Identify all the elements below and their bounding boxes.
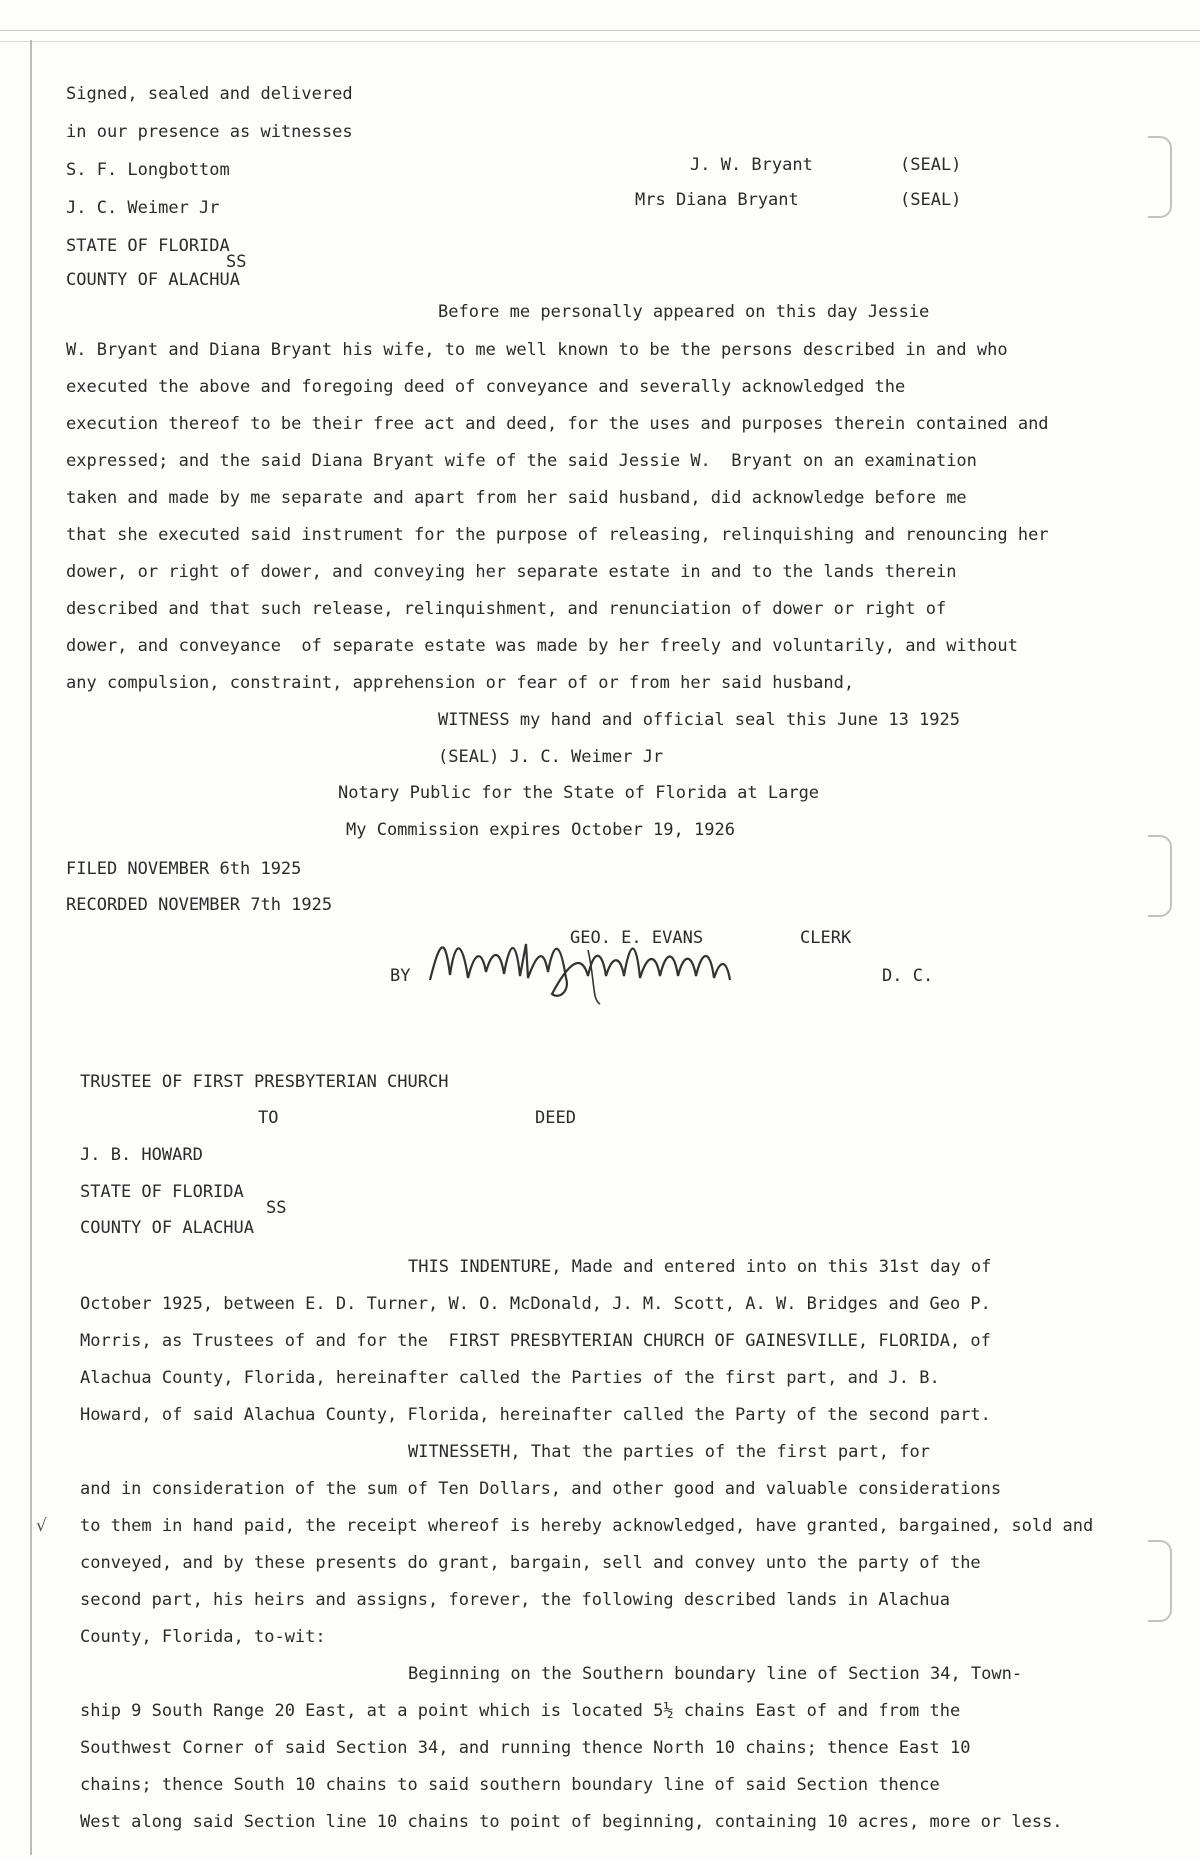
binder-ring-bottom	[1148, 1540, 1172, 1622]
indenture-line-10: second part, his heirs and assigns, forever, the following described lands in Alachua	[80, 1590, 950, 1610]
witness-heading-line1: Signed, sealed and delivered	[66, 84, 353, 104]
indenture-line-6: WITNESSETH, That the parties of the first part, for	[408, 1442, 930, 1462]
witness-name-1: S. F. Longbottom	[66, 160, 230, 180]
deed-ss: SS	[266, 1198, 287, 1218]
margin-check-mark: √	[36, 1516, 47, 1536]
signer-name-1: J. W. Bryant	[690, 155, 813, 175]
deed-grantor: TRUSTEE OF FIRST PRESBYTERIAN CHURCH	[80, 1072, 449, 1092]
deed-to: TO	[258, 1108, 279, 1128]
indenture-line-8: to them in hand paid, the receipt whereof is hereby acknowledged, have granted, bargained, sold and	[80, 1516, 1094, 1536]
seal-mark-2: (SEAL)	[900, 190, 962, 210]
witness-name-2: J. C. Weimer Jr	[66, 198, 220, 218]
deed-county: COUNTY OF ALACHUA	[80, 1218, 254, 1238]
ack-county: COUNTY OF ALACHUA	[66, 270, 240, 290]
ack-line-7: that she executed said instrument for the purpose of releasing, relinquishing and renouncing her	[66, 525, 1049, 545]
notary-title: Notary Public for the State of Florida at Large	[338, 783, 820, 803]
ack-line-10: dower, and conveyance of separate estate was made by her freely and voluntarily, and without	[66, 636, 1018, 656]
ack-line-8: dower, or right of dower, and conveying her separate estate in and to the lands therein	[66, 562, 957, 582]
signer-name-2: Mrs Diana Bryant	[635, 190, 799, 210]
recorded-line: RECORDED NOVEMBER 7th 1925	[66, 895, 333, 915]
ack-witness-line: WITNESS my hand and official seal this June 13 1925	[438, 710, 960, 730]
indenture-line-5: Howard, of said Alachua County, Florida, hereinafter called the Party of the second part.	[80, 1405, 991, 1425]
witness-heading-line2: in our presence as witnesses	[66, 122, 353, 142]
clerk-title: CLERK	[800, 928, 852, 948]
binder-ring-middle	[1148, 835, 1172, 917]
seal-mark-1: (SEAL)	[900, 155, 962, 175]
ack-state: STATE OF FLORIDA	[66, 236, 230, 256]
deed-state: STATE OF FLORIDA	[80, 1182, 244, 1202]
deputy-clerk-signature	[420, 920, 750, 1010]
indenture-line-12: Beginning on the Southern boundary line of Section 34, Town-	[408, 1664, 1023, 1684]
indenture-line-4: Alachua County, Florida, hereinafter called the Parties of the first part, and J. B.	[80, 1368, 940, 1388]
indenture-line-11: County, Florida, to-wit:	[80, 1627, 326, 1647]
ack-line-4: execution thereof to be their free act and deed, for the uses and purposes therein contained and	[66, 414, 1049, 434]
ack-line-6: taken and made by me separate and apart from her said husband, did acknowledge before me	[66, 488, 967, 508]
ack-line-5: expressed; and the said Diana Bryant wife of the said Jessie W. Bryant on an examination	[66, 451, 977, 471]
indenture-line-2: October 1925, between E. D. Turner, W. O. McDonald, J. M. Scott, A. W. Bridges and Geo P.	[80, 1294, 991, 1314]
indenture-line-3: Morris, as Trustees of and for the FIRST PRESBYTERIAN CHURCH OF GAINESVILLE, FLORIDA, of	[80, 1331, 991, 1351]
deed-grantee: J. B. HOWARD	[80, 1145, 203, 1165]
deed-type: DEED	[535, 1108, 576, 1128]
binder-ring-top	[1148, 136, 1172, 218]
filed-line: FILED NOVEMBER 6th 1925	[66, 859, 302, 879]
ack-line-1: Before me personally appeared on this day Jessie	[438, 302, 930, 322]
indenture-line-1: THIS INDENTURE, Made and entered into on this 31st day of	[408, 1257, 992, 1277]
top-rule	[0, 30, 1200, 42]
deputy-clerk-label: D. C.	[882, 966, 934, 986]
ack-line-2: W. Bryant and Diana Bryant his wife, to me well known to be the persons described in and who	[66, 340, 1008, 360]
indenture-line-15: chains; thence South 10 chains to said southern boundary line of said Section thence	[80, 1775, 940, 1795]
ack-line-11: any compulsion, constraint, apprehension or fear of or from her said husband,	[66, 673, 855, 693]
notary-commission: My Commission expires October 19, 1926	[346, 820, 735, 840]
notary-seal-line: (SEAL) J. C. Weimer Jr	[438, 747, 664, 767]
indenture-line-13: ship 9 South Range 20 East, at a point which is located 5½ chains East of and from the	[80, 1701, 961, 1721]
left-margin-rule	[30, 40, 32, 1855]
indenture-line-14: Southwest Corner of said Section 34, and running thence North 10 chains; thence East 10	[80, 1738, 971, 1758]
indenture-line-16: West along said Section line 10 chains to point of beginning, containing 10 acres, more or less.	[80, 1812, 1063, 1832]
clerk-name: GEO. E. EVANS	[570, 928, 704, 948]
ack-ss: SS	[226, 252, 247, 272]
ack-line-9: described and that such release, relinquishment, and renunciation of dower or right of	[66, 599, 947, 619]
indenture-line-9: conveyed, and by these presents do grant, bargain, sell and convey unto the party of the	[80, 1553, 981, 1573]
indenture-line-7: and in consideration of the sum of Ten Dollars, and other good and valuable considerations	[80, 1479, 1002, 1499]
ack-line-3: executed the above and foregoing deed of conveyance and severally acknowledged the	[66, 377, 906, 397]
by-label: BY	[390, 966, 411, 986]
